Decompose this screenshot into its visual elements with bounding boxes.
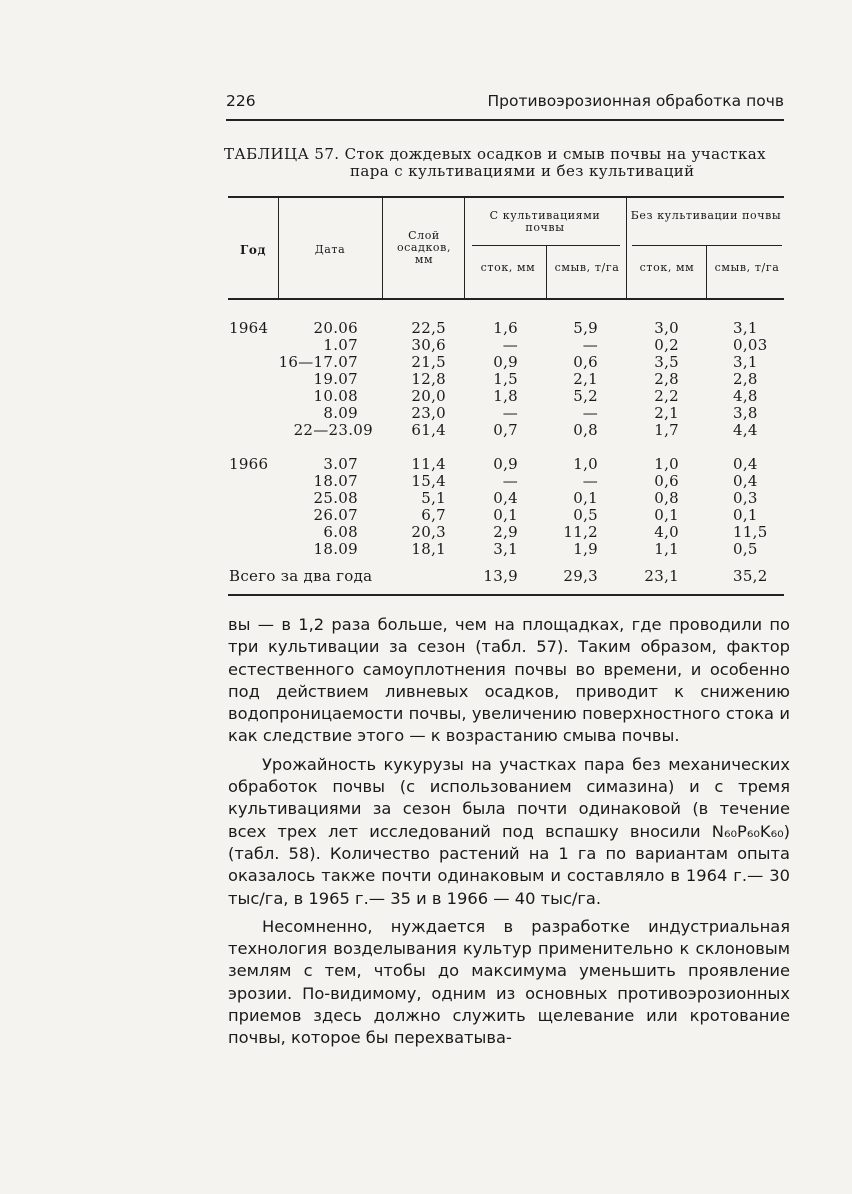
cell-with-washout: 0,6 [573,353,598,371]
cell-without-washout: 0,03 [733,336,768,354]
cell-with-runoff: 3,1 [493,540,518,558]
cell-without-washout: 3,1 [733,319,758,337]
cell-without-runoff: 2,1 [654,404,679,422]
group-rule-with [472,245,620,246]
table-caption-line-1: ТАБЛИЦА 57. Сток дождевых осадков и смыв почвы на участках [224,145,766,163]
cell-with-washout: — [582,336,598,354]
cell-without-washout: 3,1 [733,353,758,371]
cell-with-washout: 1,9 [573,540,598,558]
cell-layer: 12,8 [411,370,446,388]
header-divider-5 [546,246,547,298]
table-caption [224,146,786,180]
cell-with-runoff: 1,5 [493,370,518,388]
cell-layer: 30,6 [411,336,446,354]
cell-layer: 21,5 [411,353,446,371]
cell-layer: 20,3 [411,523,446,541]
running-head [226,92,784,110]
cell-without-washout: 3,8 [733,404,758,422]
cell-without-runoff: 3,0 [654,319,679,337]
cell-with-runoff: 0,9 [493,455,518,473]
cell-without-runoff: 1,1 [654,540,679,558]
cell-date: 10.08 [313,387,358,405]
cell-without-washout: 2,8 [733,370,758,388]
cell-with-runoff: — [502,472,518,490]
year-cell: 1964 [229,319,269,337]
header-divider-4 [626,198,627,298]
cell-with-runoff: 2,9 [493,523,518,541]
cell-without-runoff: 1,0 [654,455,679,473]
cell-without-washout: 4,4 [733,421,758,439]
header-year: Год [239,243,267,257]
cell-with-washout: 1,0 [573,455,598,473]
cell-with-runoff: 1,6 [493,319,518,337]
cell-with-runoff: 0,1 [493,506,518,524]
cell-with-runoff: 0,4 [493,489,518,507]
total-without-washout: 35,2 [733,567,768,585]
header-layer: Слой осадков, мм [396,229,452,266]
table-top-rule [228,196,784,198]
cell-date: 22—23.09 [293,421,373,439]
cell-without-washout: 0,5 [733,540,758,558]
cell-layer: 20,0 [411,387,446,405]
cell-layer: 22,5 [411,319,446,337]
cell-with-washout: — [582,404,598,422]
cell-layer: 6,7 [421,506,446,524]
header-date: Дата [314,243,346,256]
header-bottom-rule [228,298,784,300]
header-without-washout: смыв, т/га [714,261,780,274]
total-with-washout: 29,3 [563,567,598,585]
cell-date: 8.09 [323,404,358,422]
cell-date: 18.07 [313,472,358,490]
cell-date: 25.08 [313,489,358,507]
header-rule [226,119,784,121]
cell-without-runoff: 0,1 [654,506,679,524]
paragraph-1: вы — в 1,2 раза больше, чем на площадках, где проводили по три культивации за сезон (табл. 57). Таким образом, фактор естественного самоуплотнения почвы во времени, и особенно под действием ливневых осадков, приводит к снижению водопроницаемости почвы, увеличению поверхностного стока и как следствие этого — к возрастанию смыва почвы. [228,615,790,746]
table-caption-line-2: пара с культивациями и без культиваций [350,162,695,180]
cell-without-runoff: 0,8 [654,489,679,507]
cell-date: 20.06 [313,319,358,337]
cell-with-washout: 5,9 [573,319,598,337]
year-cell: 1966 [229,455,269,473]
cell-with-washout: 0,5 [573,506,598,524]
cell-without-runoff: 1,7 [654,421,679,439]
header-divider-6 [706,246,707,298]
cell-without-runoff: 2,8 [654,370,679,388]
cell-with-washout: 5,2 [573,387,598,405]
cell-without-washout: 4,8 [733,387,758,405]
cell-with-washout: 0,8 [573,421,598,439]
header-with-runoff: сток, мм [480,261,536,274]
cell-with-runoff: — [502,336,518,354]
running-title: Противоэрозионная обработка почв [487,92,784,110]
total-without-runoff: 23,1 [644,567,679,585]
cell-with-washout: 0,1 [573,489,598,507]
total-with-runoff: 13,9 [483,567,518,585]
cell-without-washout: 0,4 [733,455,758,473]
cell-without-runoff: 0,6 [654,472,679,490]
cell-layer: 61,4 [411,421,446,439]
cell-without-runoff: 4,0 [654,523,679,541]
cell-date: 6.08 [323,523,358,541]
cell-layer: 5,1 [421,489,446,507]
cell-without-washout: 0,4 [733,472,758,490]
table-bottom-rule [228,594,784,596]
cell-layer: 11,4 [411,455,446,473]
group-rule-without [632,245,782,246]
cell-date: 19.07 [313,370,358,388]
cell-without-runoff: 2,2 [654,387,679,405]
header-without-runoff: сток, мм [639,261,695,274]
paragraph-3: Несомненно, нуждается в разработке индустриальная технология возделывания культур применительно к склоновым землям с тем, чтобы до максимума уменьшить проявление эрозии. По-видимому, одним из основных противоэрозионных приемов здесь должно служить щелевание или кротование почвы, которое бы перехватыва- [228,916,790,1048]
cell-date: 1.07 [323,336,358,354]
header-divider-2 [382,198,383,298]
cell-with-washout: 11,2 [563,523,598,541]
cell-date: 26.07 [313,506,358,524]
cell-layer: 18,1 [411,540,446,558]
paragraph-2: Урожайность кукурузы на участках пара без механических обработок почвы (с использованием симазина) и с тремя культивациями за сезон была почти одинаковой (в течение всех трех лет исследований под вспашку вносили N₆₀P₆₀K₆₀) (табл. 58). Количество растений на 1 га по вариантам опыта оказалось также почти одинаковым и составляло в 1964 г.— 30 тыс/га, в 1965 г.— 35 и в 1966 — 40 тыс/га. [228,754,790,908]
cell-date: 18.09 [313,540,358,558]
cell-with-washout: 2,1 [573,370,598,388]
page-number: 226 [226,92,256,110]
cell-without-washout: 0,1 [733,506,758,524]
cell-with-runoff: — [502,404,518,422]
header-with-cultivation: С культивациями почвы [489,209,601,234]
cell-without-runoff: 3,5 [654,353,679,371]
cell-date: 3.07 [323,455,358,473]
cell-without-washout: 0,3 [733,489,758,507]
header-without-cultivation: Без культивации почвы [630,209,782,222]
header-with-washout: смыв, т/га [554,261,620,274]
cell-with-runoff: 1,8 [493,387,518,405]
body-text [228,614,790,1056]
cell-without-washout: 11,5 [733,523,768,541]
cell-without-runoff: 0,2 [654,336,679,354]
total-label: Всего за два года [229,567,373,585]
cell-with-runoff: 0,7 [493,421,518,439]
header-divider-1 [278,198,279,298]
header-divider-3 [464,198,465,298]
cell-layer: 15,4 [411,472,446,490]
cell-date: 16—17.07 [278,353,358,371]
cell-layer: 23,0 [411,404,446,422]
cell-with-washout: — [582,472,598,490]
cell-with-runoff: 0,9 [493,353,518,371]
